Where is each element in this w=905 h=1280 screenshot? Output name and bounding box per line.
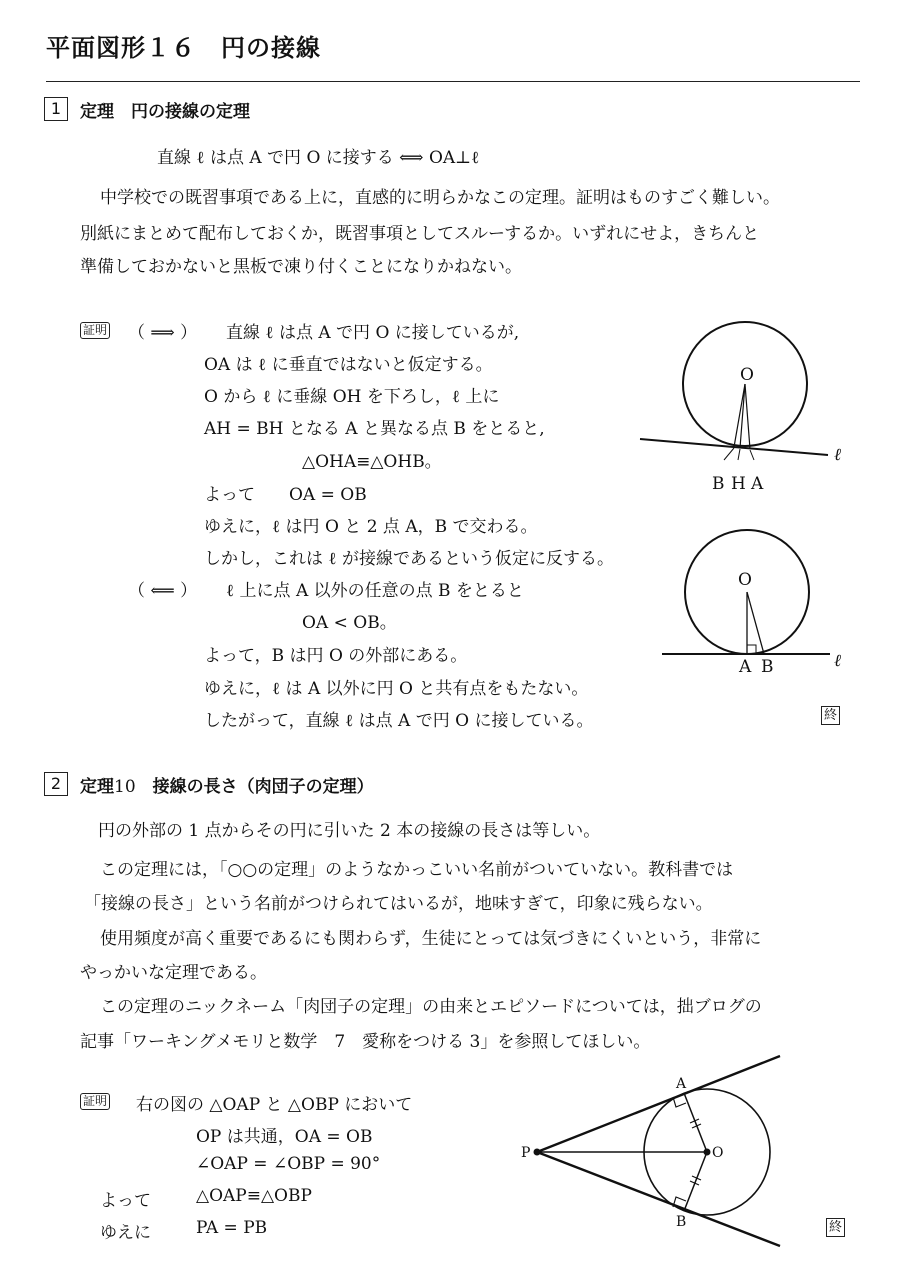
section-1-heading: 定理 円の接線の定理 — [80, 102, 250, 122]
note-line-5: この定理のニックネーム「肉団子の定理」の由来とエピソードについては，拙ブログの — [100, 997, 762, 1017]
label-l: ℓ — [834, 651, 842, 671]
proof-prefix: ゆえに — [100, 1223, 151, 1243]
segment-ob — [684, 1152, 707, 1211]
proof-line: ℓ 上に点 A 以外の任意の点 B をとると — [226, 581, 524, 601]
segment-ob — [734, 384, 745, 447]
pointer-h — [738, 449, 740, 460]
proof-line: O から ℓ に垂線 OH を下ろし，ℓ 上に — [204, 387, 500, 407]
label-o: O — [740, 365, 754, 385]
end-mark: 終 — [821, 706, 840, 725]
title-divider — [46, 81, 860, 82]
proof-line: しかし，これは ℓ が接線であるという仮定に反する。 — [204, 549, 614, 569]
proof-badge: 証明 — [80, 322, 110, 339]
heading-rest: 接線の長さ（肉団子の定理） — [152, 777, 374, 797]
page-title: 平面図形１６ 円の接線 — [46, 34, 321, 62]
proof-prefix: よって — [100, 1191, 151, 1211]
section-1-number: 1 — [44, 97, 68, 121]
tangent-pa — [537, 1056, 780, 1152]
proof-line: ゆえに，ℓ は A 以外に円 O と共有点をもたない。 — [204, 679, 589, 699]
pointer-a — [750, 450, 754, 460]
figure-tangent-perpendicular — [650, 520, 860, 680]
note-line-2: 「接線の長さ」という名前がつけられてはいるが，地味すぎて，印象に残らない。 — [84, 894, 713, 914]
proof-line: よって，B は円 O の外部にある。 — [204, 646, 468, 666]
intro-line-1: 中学校での既習事項である上に，直感的に明らかなこの定理。証明はものすごく難しい。 — [100, 188, 780, 208]
segment-oa — [745, 384, 750, 449]
label-l: ℓ — [834, 445, 842, 465]
note-line-3: 使用頻度が高く重要であるにも関わらず，生徒にとっては気づきにくいという，非常に — [100, 929, 762, 949]
proof-line: ∠OAP = ∠OBP = 90° — [196, 1154, 381, 1174]
proof-line: 直線 ℓ は点 A で円 O に接しているが, — [226, 323, 520, 343]
label-b: B — [676, 1214, 687, 1230]
pointer-b — [724, 448, 734, 460]
section-2-number: 2 — [44, 772, 68, 796]
label-a: A — [751, 474, 764, 494]
label-o: O — [738, 570, 752, 590]
proof-line: よって OA = OB — [204, 485, 367, 505]
label-o: O — [712, 1145, 724, 1161]
section-2-heading — [80, 772, 374, 797]
segment-oa — [684, 1093, 707, 1152]
intro-line-2: 別紙にまとめて配布しておくか，既習事項としてスルーするか。いずれにせよ，きちんと — [80, 224, 760, 244]
proof-line: OA < OB。 — [302, 613, 397, 633]
proof-line: △OAP≡△OBP — [196, 1186, 312, 1206]
theorem-statement: 円の外部の 1 点からその円に引いた 2 本の接線の長さは等しい。 — [98, 821, 601, 841]
label-a: A — [739, 657, 752, 677]
label-b: B — [761, 657, 774, 677]
point-o — [704, 1149, 711, 1156]
theorem-statement: 直線 ℓ は点 A で円 O に接する ⟺ OA⊥ℓ — [157, 148, 480, 168]
end-mark: 終 — [826, 1218, 845, 1237]
proof-line: PA = PB — [196, 1218, 268, 1238]
label-p: P — [521, 1145, 531, 1161]
label-b: B — [712, 474, 725, 494]
proof-line: OP は共通，OA = OB — [196, 1127, 373, 1147]
proof-line: ゆえに，ℓ は円 O と 2 点 A，B で交わる。 — [204, 517, 538, 537]
proof-line: AH = BH となる A と異なる点 B をとると, — [204, 419, 545, 439]
proof-badge: 証明 — [80, 1093, 110, 1110]
note-line-6: 記事「ワーキングメモリと数学 7 愛称をつける 3」を参照してほしい。 — [80, 1032, 651, 1052]
backward-marker: （ ⟸ ） — [128, 581, 198, 601]
tangent-pb — [537, 1152, 780, 1246]
heading-prefix: 定理 — [80, 777, 114, 797]
figure-tangent-contradiction — [630, 300, 850, 500]
theorem-number: 10 — [114, 777, 136, 797]
segment-oh — [740, 384, 745, 448]
note-line-4: やっかいな定理である。 — [80, 963, 267, 983]
label-h: H — [731, 474, 746, 494]
forward-marker: （ ⟹ ） — [128, 323, 198, 343]
proof-line: 右の図の △OAP と △OBP において — [136, 1095, 413, 1115]
proof-line: したがって，直線 ℓ は点 A で円 O に接している。 — [204, 711, 594, 731]
proof-line: OA は ℓ に垂直ではないと仮定する。 — [204, 355, 493, 375]
label-a: A — [676, 1076, 687, 1092]
point-p — [534, 1149, 541, 1156]
figure-tangent-lengths — [510, 1050, 800, 1250]
intro-line-3: 準備しておかないと黒板で凍り付くことになりかねない。 — [80, 257, 522, 277]
proof-line: △OHA≡△OHB。 — [302, 452, 442, 472]
note-line-1: この定理には，「○○の定理」のようなかっこいい名前がついていない。教科書では — [100, 860, 734, 880]
